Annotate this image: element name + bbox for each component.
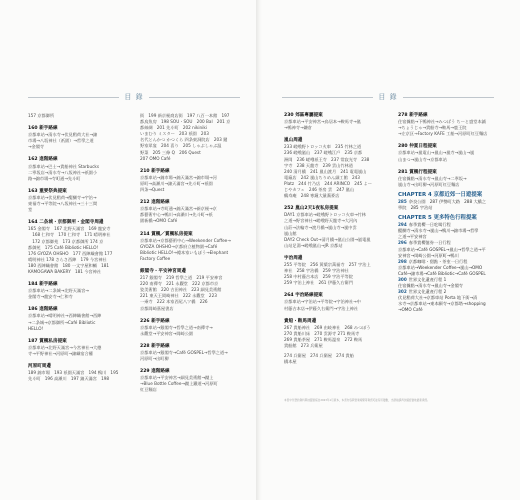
toc-entry: 晴明神社 178 さらさ西陣 179 今宮神社 (28, 256, 107, 262)
toc-entry: 貴船館 273 兵衛屋 (284, 343, 323, 348)
toc-section-heading: 河原町周邊 (28, 364, 51, 369)
entry-text: 京都車站→Café GOSPEL→嵐山→哲學之道→平 (398, 246, 486, 252)
toc-entry: →二条城→京都御所→Café Bibliotic (28, 319, 96, 325)
entry-text: 水寺→京都車站→東本願寺→京都塔→shopping (398, 301, 486, 307)
spacer (28, 332, 102, 336)
toc-entry: 嵐山館 (284, 230, 297, 236)
toc-entry: 東福寺→平等院→八坂神社→三十三間 (28, 201, 98, 207)
toc-section-heading: 187 賞楓私房提案 (28, 338, 67, 344)
toc-section-heading: 貴船・鞍馬周邊 (284, 318, 317, 324)
toc-section-heading: 160 新手路線 (28, 126, 58, 132)
toc-entry: Factory Coffee (140, 255, 171, 261)
toc-column-3 (284, 113, 372, 365)
toc-entry: 267 貴船神社 269 由岐神社 268 みつぼう (284, 324, 371, 330)
toc-entry: 街 199 新京極商店街 197 八百一本館 197 (140, 113, 230, 118)
spacer (140, 337, 214, 341)
toc-entry: →左京区→Factory KAFE 工船→河原町紅豆麵店 (398, 131, 488, 137)
toc-entry: 寺→平野神社→河原町→錦織宿合權 (28, 350, 93, 356)
toc-entry: 240 清月橋 241 嵐山渡月 241 電電嵐山 (284, 168, 367, 174)
toc-entry: 258 中村藤吉本店 259 宇治平等院 (284, 274, 353, 280)
toc-entry: →金閣寺 (28, 144, 45, 150)
toc-section-heading: 229 進階路線 (140, 369, 170, 375)
toc-entry: 京都車站→錦市場→錦天滿宮→錦市場→河 (140, 174, 217, 180)
toc-section-heading: 164 二条城・京都御所・金閣寺周邊 (28, 220, 104, 226)
toc-entry: 京都車站→嵐電山→嵐山→嵐寺→嵐山→嵐 (398, 150, 475, 156)
entry-text: 世界文化遺產行程 1 (408, 276, 447, 282)
toc-entry: 165 金閣寺 167 北野天滿宮 169 龍安寺 (28, 226, 111, 232)
toc-entry: 瓷美術館 220 吉田神社 223 細見美術館 (140, 287, 222, 293)
spacer (140, 162, 214, 166)
spacer (284, 312, 358, 316)
toc-section-heading: 212 進階路線 (140, 200, 170, 206)
toc-entry: 村藤吉本店→伊藤久右衛門→宇治上神社 (284, 305, 359, 311)
spacer (284, 286, 358, 290)
toc-entry: 259 宇治上神社 261 伊藤久右衛門 (284, 280, 353, 286)
toc-entry: 京都車站→巴士→貴船神社 Starbucks (28, 163, 100, 169)
toc-section-heading: 226 新手路線 (140, 318, 170, 324)
toc-column-4 (398, 113, 502, 314)
toc-entry: 京都車站→晴明神社→西陣織會館→西陣 (28, 313, 102, 319)
entry-text: Café→錦市場→Café Bibliotic→Café GOSPEL (398, 270, 486, 276)
toc-section-heading: 281 賞楓行程提案 (398, 169, 437, 175)
spacer (28, 182, 102, 186)
toc-entry: 京都車站→平安神宮→細見美術館→蹴上 (140, 375, 214, 381)
spacer (284, 131, 358, 135)
spacer (28, 213, 102, 217)
toc-entry: 市場→八坂神社（祇園）→哲學之道 (28, 138, 94, 144)
entry-text: 奈良公園 287 伊勢町大路 288 大橋之 (408, 198, 487, 204)
book-spine (256, 0, 262, 500)
toc-entry: →鴨神寺→鎌倉 (284, 125, 312, 131)
chapter-entry (398, 205, 502, 211)
toc-entry: 217 銀閣寺 219 哲學之道 219 平安神宮 (140, 275, 223, 281)
toc-entry: 270 貴船川床 270 雲源寺 271 鞍馬寺 (284, 330, 360, 336)
toc-entry: 京都車站→平安神宮→鳥居本→鞍馬寺→嵐 (284, 119, 361, 125)
toc-entry: 157 京都御所 (28, 113, 55, 118)
toc-entry: 神社 258 宇治橋 259 宇治神社 (284, 268, 349, 274)
entry-text: 春季賞櫻億券一日行程 (408, 240, 451, 246)
entry-text: →OMO Café (398, 307, 423, 313)
toc-entry: 一乘寺 222 本家西尾八ツ橋 226 (140, 299, 208, 305)
spacer (398, 163, 502, 167)
spacer (28, 275, 102, 279)
left-page-header (28, 92, 240, 102)
toc-entry: 野菜 205 三條 Q 206 Quest (140, 149, 201, 155)
entry-text: 寧院 285 宇治站 (398, 205, 433, 211)
header-rule (403, 97, 494, 98)
entry-text: 住宿據點→清水寺→嵐山寺→金閣寺 (398, 283, 463, 289)
toc-entry: じやカフェ 246 茶房 雲 247 嵐山 (284, 187, 355, 193)
toc-entry: 山まつ→嵐山寺→京都車站 (398, 156, 447, 162)
page-number: 300 (398, 276, 407, 282)
toc-entry: 京都車站→伏見稻荷→醍醐寺→宇治→ (28, 194, 97, 200)
toc-section-heading: 280 仲夏日程提案 (398, 144, 437, 150)
toc-entry: 京都車站→銀閣寺→Café GOSPEL→哲學之道→ (140, 350, 228, 355)
toc-entry: 河原町→出町柳 (140, 356, 169, 362)
toc-section-heading: 嵐山周邊 (284, 138, 303, 144)
toc-entry: 京都車站→二条城→北野天滿宮→ (28, 288, 89, 294)
toc-entry: 金閣寺→龍安寺→仁和寺 (28, 294, 73, 300)
entry-text: 醍醐寺→清水寺→嵐山→鴨川→錦市場→哲學 (398, 228, 479, 234)
toc-entry: 四条→Quest (140, 187, 165, 193)
spacer (28, 357, 102, 361)
toc-entry: HELLO! (28, 325, 44, 331)
chapter-heading: CHAPTER 4 京都近郊一日遊提案 (398, 191, 483, 198)
toc-entry: 永觀堂→平安神宮→岡崎公園 (140, 330, 194, 336)
toc-column-1 (28, 113, 119, 382)
toc-entry: 宇寺 238 天龍寺 239 雲山竹林道 (284, 162, 353, 168)
toc-entry: 189 錦市場 193 祇園天滿宮 194 鴨川 195 (28, 370, 119, 376)
toc-entry: 都鳥魚房 198 SOU・SOU 200 Bal 201 京 (140, 119, 231, 125)
toc-section-heading: 230 郊區專屬提案 (284, 113, 323, 118)
spacer (28, 150, 102, 154)
page-number: 294 (398, 222, 407, 228)
toc-entry: 255 平等院 256 黃檗宗萬福寺 257 字治上 (284, 261, 371, 267)
header-rule (28, 97, 119, 98)
page-footer-note: 本書中刊登的資料與地圖皆採自2023年1月版本，本書內容與營業時間等資訊可能有所變動，出發前請再次確認當地最新資訊。 (284, 399, 430, 402)
entry-text: 春季賞櫻一日吃喝行程 (408, 222, 451, 228)
toc-entry: 168 仁和寺 170 仁和寺 171 晴明神社 (28, 232, 111, 238)
toc-section-heading: 214 賞楓／賞楓私房提案 (140, 231, 193, 237)
toc-section-heading: 264 宇治路線提案 (284, 293, 323, 299)
page-number: 285 (398, 198, 407, 204)
toc-entry: 住宿據點→下鴨神社→みつばう ちーと盛堂本鋪 (398, 119, 486, 125)
toc-entry: 220 南禪寺 221 永觀堂 222 京都市京 (140, 281, 219, 287)
toc-section-heading: 銀閣寺・平安神宮周邊 (140, 268, 186, 274)
toc-entry: 236 嵯峨嵐山 237 嵯峨江戶 235 京都 (284, 150, 363, 156)
toc-entry: 橋本屋 (284, 359, 297, 365)
entry-text: 之道→平安神宮 (398, 234, 427, 240)
page-number: 298 (398, 258, 407, 264)
spacer (398, 137, 502, 141)
toc-entry: 住宿據點→清水寺→嵐山寺→二寧坂→ (398, 175, 467, 181)
toc-entry: 京都車站→北野天滿宮→今宮神社→大德 (28, 344, 102, 350)
entry-text: 伏見稻荷大社→京都車站 Porta 地下街→清 (398, 295, 478, 301)
toc-entry: 274 兵衛屋 274 兵衛屋 274 貴船 (284, 353, 354, 359)
spacer (284, 199, 358, 203)
toc-entry: 園新橋→OMO Café (140, 218, 178, 224)
toc-section-heading: 184 新手路線 (28, 282, 58, 288)
page-number: 302 (398, 289, 407, 295)
toc-entry: 鶴寿庵 248 寒鐘大量蕎麥店 (284, 193, 340, 199)
entry-text: 世界文化遺產行程 2 (408, 289, 447, 295)
contents-title: 目 錄 (124, 93, 144, 101)
toc-entry: いまむり ミスター 203 祇園 203 (140, 131, 209, 137)
toc-entry: 221 東天王岡崎神社 222 永觀堂 223 (140, 293, 217, 299)
toc-entry: GYOZA OHSHO→京都府立植物園→Café (140, 243, 218, 249)
toc-section-heading: 278 新手路線 (398, 113, 428, 118)
toc-entry: 172 京都御苑 173 京都御所 174 京 (28, 238, 104, 244)
toc-entry: Platz 244 竹乃店 244 ARINCO 245 よー (284, 180, 372, 186)
toc-entry: 山莊→法輪寺→渡月橋→嵐山寺→嵐中雲 (284, 224, 357, 230)
entry-text: 京都車站→Weekender Coffee→嵐山→OMO (398, 264, 483, 270)
toc-entry: 京都車站→京都藝術中心→Weekender Coffee→ (140, 237, 231, 243)
toc-column-2 (140, 113, 231, 394)
spacer (28, 300, 102, 304)
toc-entry: 233 嵯峨野トロッコ火車 235 竹林之道 (284, 144, 362, 150)
toc-entry: 原町→高瀨川→錦天滿宮→先斗町→祇園 (140, 180, 213, 186)
toc-entry: 都絲綢 201 先斗町 202 nikiniki (140, 125, 207, 131)
toc-entry: 堂 (28, 207, 33, 213)
page-number: 296 (398, 240, 407, 246)
toc-entry: 之道→野宮神社→嵯峨野天龍寺→大河內 (284, 218, 358, 224)
toc-entry: 路→錦市場→寺町通→先斗町 (28, 175, 81, 181)
toc-section-heading: 228 新手路線 (140, 343, 170, 349)
toc-section-heading: 252 嵐山2天1夜私房提案 (284, 206, 339, 212)
toc-entry: 都藝術中心→鴨川→高瀨川→先斗町→祇 (140, 212, 213, 218)
toc-section-heading: 163 重要祭典提案 (28, 188, 67, 194)
toc-entry: 電廠店 242 嵐山ちりめん細工館 243 (284, 174, 360, 180)
toc-entry: 180 西陣織會館 180 一文字屋和輔 181 (28, 262, 110, 268)
contents-title: 目 錄 (378, 93, 398, 101)
chapter-entry (398, 307, 502, 313)
toc-entry: →ちょうじゃ→貴船寺→鞍馬→鹿王院 (398, 125, 467, 131)
toc-section-heading: 186 進階路線 (28, 307, 58, 313)
toc-entry: 嵐山寺→出町柳→河原町紅豆麵店 (398, 181, 460, 187)
header-rule (149, 97, 240, 98)
toc-entry: KAMOGAWA BAKERY 181 今宮神社 (28, 268, 102, 274)
toc-entry: 207 OMO Café (140, 155, 171, 161)
toc-entry: 京都車站→清水寺→伏見稻荷大社→錦 (28, 132, 98, 138)
toc-entry: 二寧坂店→清水寺→八坂神社→祇園小 (28, 169, 98, 175)
right-page-header (282, 92, 494, 102)
spacer (140, 262, 214, 266)
toc-section-heading: 210 新手路線 (140, 168, 170, 174)
spacer (140, 312, 214, 316)
toc-entry: 洲岡 236 嵯峨祇王寺 237 常寂光寺 238 (284, 156, 370, 162)
toc-entry: 京都車站→宇治站→平等院→宇治神社→中 (284, 299, 361, 305)
spacer (28, 119, 102, 123)
spacer (140, 193, 214, 197)
toc-section-heading: 162 進階路線 (28, 157, 58, 163)
entry-text: 安神宮→岡崎公園→河原町→鴨川 (398, 252, 459, 258)
toc-entry: DAY1 京都車站→嵯峨野トロッコ火車→竹林 (284, 212, 366, 218)
toc-entry: 紅豆麵店 (140, 387, 157, 393)
toc-entry: 京都岡崎蔦屋書店 (140, 305, 174, 311)
toc-entry: 名代とんかつ かつくら 四条東洞院店 203 鍵 (140, 137, 228, 143)
toc-entry: 野家眾宴 204 喜り 205 しゃぶしゃぶ温 (140, 143, 222, 149)
toc-entry: 京都車站→銀閣寺→哲學之道→南禪寺→ (140, 324, 213, 330)
toc-entry: 山站足湯→嵯峨嵐山→JR 京都站 (284, 242, 343, 248)
spacer (140, 225, 214, 229)
toc-entry: 269 貴船茶屋 271 鞍馬溫泉 272 鞍馬 (284, 336, 363, 342)
toc-entry: 176 GYOZA OHSHO 177 西陣織會館 177 (28, 250, 113, 256)
toc-entry: 先斗町 196 高瀨川 197 錦天滿宮 198 (28, 376, 110, 382)
toc-entry: 京都車站→寺町通→錦天滿宮→新京極→京 (140, 206, 217, 212)
spacer (140, 362, 214, 366)
toc-entry: DAY2 Check Out→清月橋→嵐山公園→嵐電嵐 (284, 236, 371, 242)
spacer (284, 249, 358, 253)
entry-text: 京都咖啡・甜點・茶室一日行程 (408, 258, 468, 264)
toc-entry: →Blue Bottle Coffee→蹴上鐵道→河原町 (140, 381, 218, 387)
toc-section-heading: 宇治周邊 (284, 255, 303, 261)
toc-entry: 都御苑 175 Café Bibliotic HELLO! (28, 244, 99, 250)
toc-entry: Bibliotic HELLO!→總本家いもぼう→Elephant (140, 249, 229, 255)
header-rule (282, 97, 373, 98)
chapter-heading: CHAPTER 5 更多特色行程提案 (398, 215, 477, 222)
